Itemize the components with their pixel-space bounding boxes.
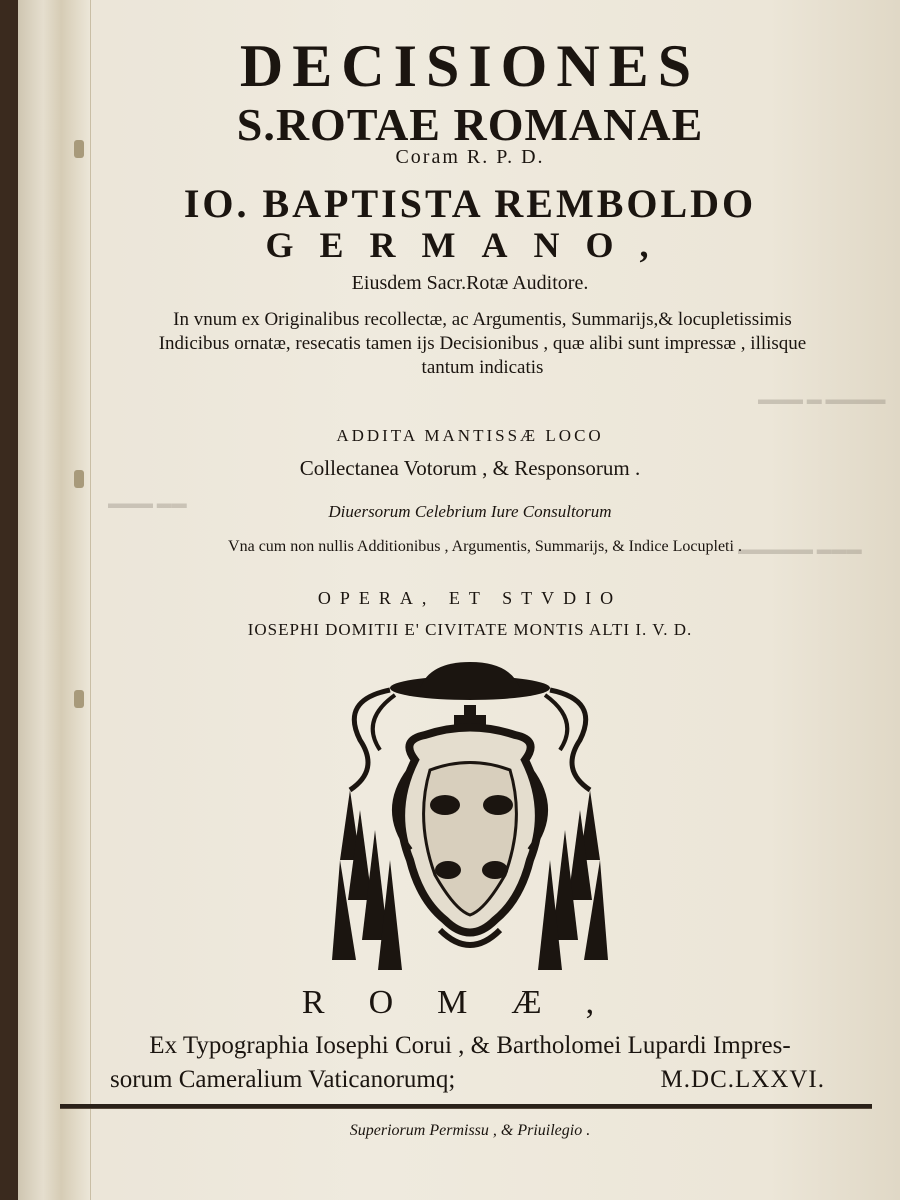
title-rotae-romanae: S.ROTAE ROMANAE bbox=[236, 99, 704, 150]
printer-line-2 bbox=[110, 1066, 840, 1094]
diuersorum-line: Diuersorum Celebrium Iure Consultorum bbox=[328, 502, 612, 521]
cardinal-coat-of-arms-icon bbox=[320, 660, 620, 990]
coram-line: Coram R. P. D. bbox=[395, 146, 545, 168]
binding-thread bbox=[74, 690, 84, 708]
description-paragraph: In vnum ex Originalibus recollectæ, ac Argumentis, Summarijs,& locupletissimis Indicibus ornatæ, resecatis tamen ijs Decisionibus , quæ alibi sunt impressæ , illisque tantum indicatis bbox=[158, 309, 807, 378]
horizontal-rule bbox=[60, 1104, 872, 1109]
show-through-text: ▬▬▬▬▬ ▬▬▬ bbox=[738, 542, 862, 558]
privilege-line: Superiorum Permissu , & Priuilegio . bbox=[349, 1122, 591, 1139]
place-roma: ROMÆ, bbox=[301, 984, 639, 1021]
collectanea-line: Collectanea Votorum , & Responsorum . bbox=[299, 456, 641, 480]
addita-line: ADDITA MANTISSÆ LOCO bbox=[336, 426, 604, 445]
editor-line: IOSEPHI DOMITII E' CIVITATE MONTIS ALTI I. V. D. bbox=[247, 620, 693, 639]
opera-line: OPERA, ET STVDIO bbox=[317, 588, 623, 608]
author-name: IO. BAPTISTA REMBOLDO bbox=[183, 181, 757, 226]
author-surname: GERMANO, bbox=[265, 225, 675, 265]
title-decisiones: DECISIONES bbox=[239, 33, 701, 99]
printer-line-1: Ex Typographia Iosephi Corui , & Bartholomei Lupardi Impres- bbox=[149, 1032, 791, 1059]
publication-year: M.DC.LXXVI. bbox=[660, 1066, 825, 1093]
additions-line: Vna cum non nullis Additionibus , Argumentis, Summarijs, & Indice Locupleti . bbox=[228, 538, 742, 555]
show-through-text: ▬▬▬ ▬▬ bbox=[108, 496, 187, 512]
author-title: Eiusdem Sacr.Rotæ Auditore. bbox=[351, 272, 589, 294]
printer-line-2-text: sorum Cameralium Vaticanorumq; bbox=[110, 1066, 456, 1093]
show-through-text: ▬▬▬ ▬ ▬▬▬▬ bbox=[758, 392, 886, 408]
